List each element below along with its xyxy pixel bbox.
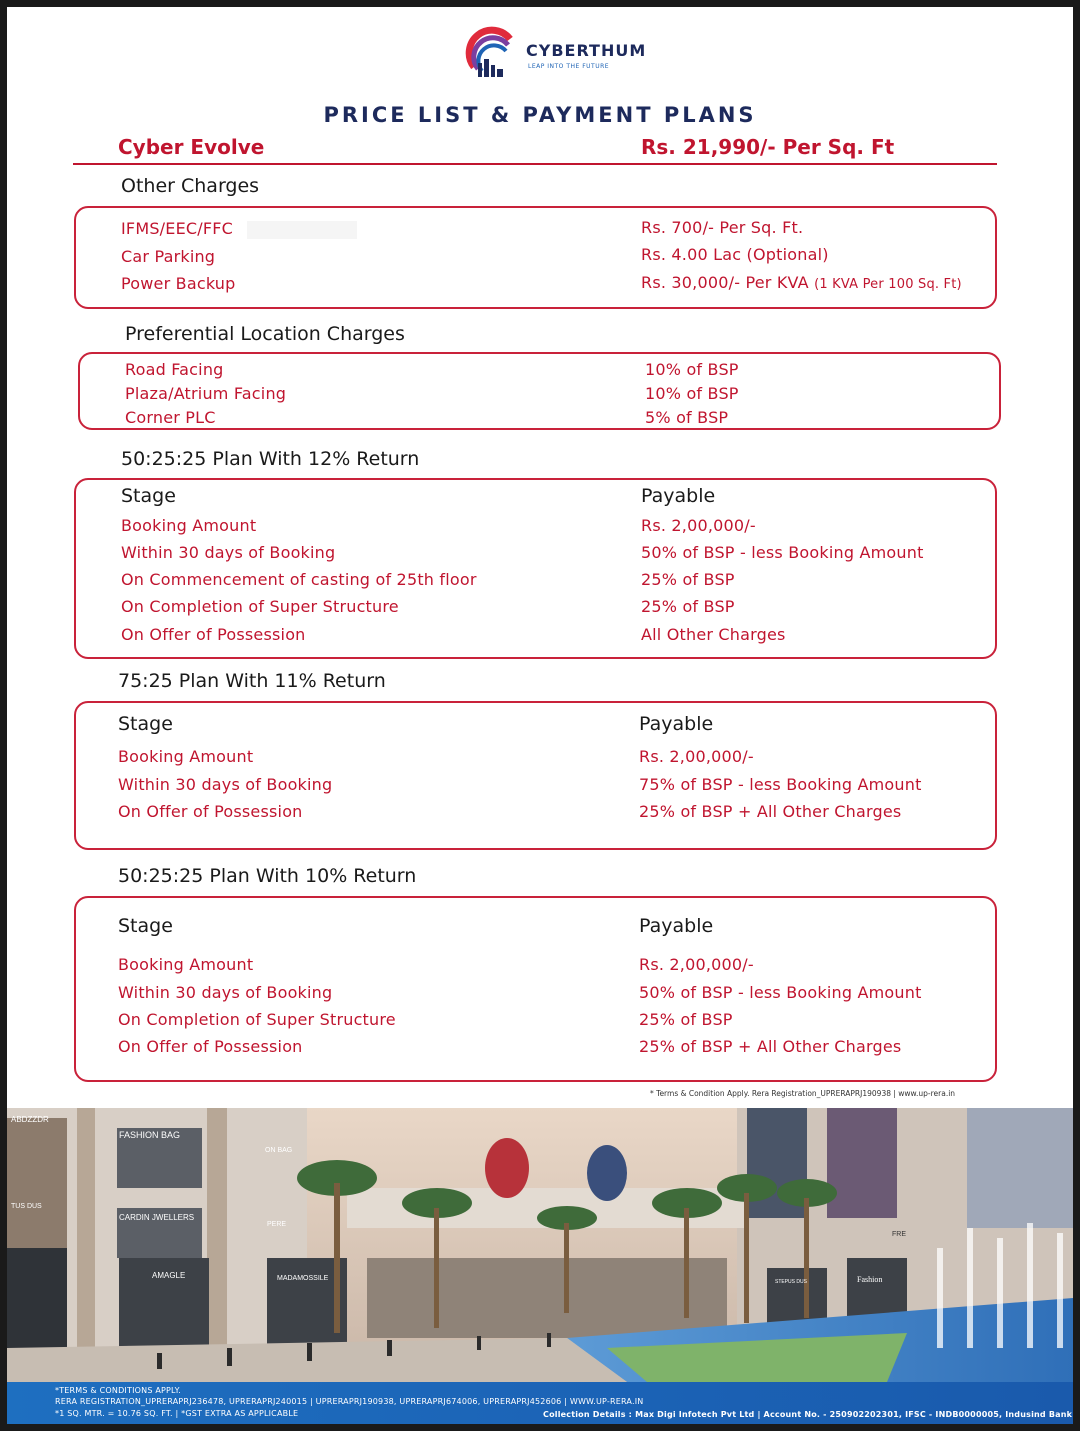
plc-label: Corner PLC xyxy=(125,408,216,427)
plan2-stage: Booking Amount xyxy=(118,747,254,766)
plan2-payable: 75% of BSP - less Booking Amount xyxy=(639,775,922,794)
product-price: Rs. 21,990/- Per Sq. Ft xyxy=(641,135,895,159)
other-charge-value xyxy=(641,273,962,292)
plan2-payable: 25% of BSP + All Other Charges xyxy=(639,802,902,821)
plan3-heading: 50:25:25 Plan With 10% Return xyxy=(118,865,417,887)
plan1-col-payable: Payable xyxy=(641,485,716,507)
plan1-heading: 50:25:25 Plan With 12% Return xyxy=(121,448,420,470)
footer-rera: RERA REGISTRATION_UPRERAPRJ236478, UPRERAPRJ240015 | UPRERAPRJ190938, UPRERAPRJ674006, UPRERAPRJ452606 | WWW.UP-RERA.IN xyxy=(55,1397,644,1406)
plan1-stage: On Offer of Possession xyxy=(121,625,306,644)
storefront-sign: ON BAG xyxy=(265,1147,293,1154)
plan1-stage: On Completion of Super Structure xyxy=(121,597,399,616)
plan3-stage: Within 30 days of Booking xyxy=(118,983,333,1002)
storefront-sign: CARDIN JWELLERS xyxy=(119,1213,195,1222)
plc-heading: Preferential Location Charges xyxy=(125,323,405,345)
plan2-stage: Within 30 days of Booking xyxy=(118,775,333,794)
plan1-stage: On Commencement of casting of 25th floor xyxy=(121,570,477,589)
redacted-area xyxy=(247,221,357,239)
plan3-payable: Rs. 2,00,000/- xyxy=(639,955,754,974)
storefront-sign: TUS DUS xyxy=(11,1203,42,1210)
storefront-sign: MADAMOSSILE xyxy=(277,1275,329,1282)
logo-tagline: LEAP INTO THE FUTURE xyxy=(528,63,610,70)
plan2-col-stage: Stage xyxy=(118,713,173,735)
plc-label: Road Facing xyxy=(125,360,224,379)
storefront-sign: FASHION BAG xyxy=(119,1130,181,1140)
plan3-col-stage: Stage xyxy=(118,915,173,937)
other-charges-heading: Other Charges xyxy=(121,175,260,197)
footer-conversion: *1 SQ. MTR. = 10.76 SQ. FT. | *GST EXTRA AS APPLICABLE xyxy=(55,1409,299,1418)
storefront-sign: FRE xyxy=(892,1231,906,1238)
plan1-payable: 50% of BSP - less Booking Amount xyxy=(641,543,924,562)
plan1-payable: 25% of BSP xyxy=(641,597,735,616)
other-charge-value: Rs. 4.00 Lac (Optional) xyxy=(641,245,829,264)
plan3-stage: On Offer of Possession xyxy=(118,1037,303,1056)
footer-collection: Collection Details : Max Digi Infotech Pvt Ltd | Account No. - 250902202301, IFSC - INDB0000005, Indusind Bank xyxy=(543,1410,1073,1419)
other-charge-label: Car Parking xyxy=(121,247,216,266)
plan3-stage: On Completion of Super Structure xyxy=(118,1010,396,1029)
plan2-stage: On Offer of Possession xyxy=(118,802,303,821)
power-backup-value: Rs. 30,000/- Per KVA xyxy=(641,273,809,292)
price-list-page xyxy=(7,7,1073,1424)
plan2-heading: 75:25 Plan With 11% Return xyxy=(118,670,386,692)
plan1-col-stage: Stage xyxy=(121,485,176,507)
storefront-sign: PERE xyxy=(267,1221,287,1228)
logo-name: CYBERTHUM xyxy=(526,41,647,60)
plan2-payable: Rs. 2,00,000/- xyxy=(639,747,754,766)
footer-bar xyxy=(7,1382,1073,1424)
plan1-stage: Booking Amount xyxy=(121,516,257,535)
other-charge-value: Rs. 700/- Per Sq. Ft. xyxy=(641,218,804,237)
plc-value: 5% of BSP xyxy=(645,408,729,427)
plan3-payable: 25% of BSP + All Other Charges xyxy=(639,1037,902,1056)
brand-logo xyxy=(462,25,647,87)
storefront-sign: Fashion xyxy=(857,1275,883,1284)
footer-terms: *TERMS & CONDITIONS APPLY. xyxy=(55,1386,181,1395)
plan3-payable: 25% of BSP xyxy=(639,1010,733,1029)
plan1-payable: All Other Charges xyxy=(641,625,786,644)
plan3-payable: 50% of BSP - less Booking Amount xyxy=(639,983,922,1002)
plc-label: Plaza/Atrium Facing xyxy=(125,384,287,403)
other-charge-label: IFMS/EEC/FFC xyxy=(121,219,234,238)
storefront-sign: ABDZZDR xyxy=(11,1115,49,1124)
plan2-col-payable: Payable xyxy=(639,713,714,735)
plan1-payable: Rs. 2,00,000/- xyxy=(641,516,756,535)
mall-illustration xyxy=(7,1108,1073,1382)
plc-value: 10% of BSP xyxy=(645,384,739,403)
terms-note: * Terms & Condition Apply. Rera Registration_UPRERAPRJ190938 | www.up-rera.in xyxy=(650,1089,956,1098)
plan3-col-payable: Payable xyxy=(639,915,714,937)
cyberthum-logo-icon xyxy=(462,25,522,85)
plc-value: 10% of BSP xyxy=(645,360,739,379)
plan1-payable: 25% of BSP xyxy=(641,570,735,589)
plan3-stage: Booking Amount xyxy=(118,955,254,974)
storefront-sign: STEPUS DUS xyxy=(775,1279,807,1285)
divider xyxy=(73,163,997,165)
power-backup-note: (1 KVA Per 100 Sq. Ft) xyxy=(814,277,962,292)
other-charge-label: Power Backup xyxy=(121,274,236,293)
page-title: PRICE LIST & PAYMENT PLANS xyxy=(323,103,757,127)
plan1-stage: Within 30 days of Booking xyxy=(121,543,336,562)
product-name: Cyber Evolve xyxy=(118,135,265,159)
storefront-sign: AMAGLE xyxy=(152,1271,186,1280)
